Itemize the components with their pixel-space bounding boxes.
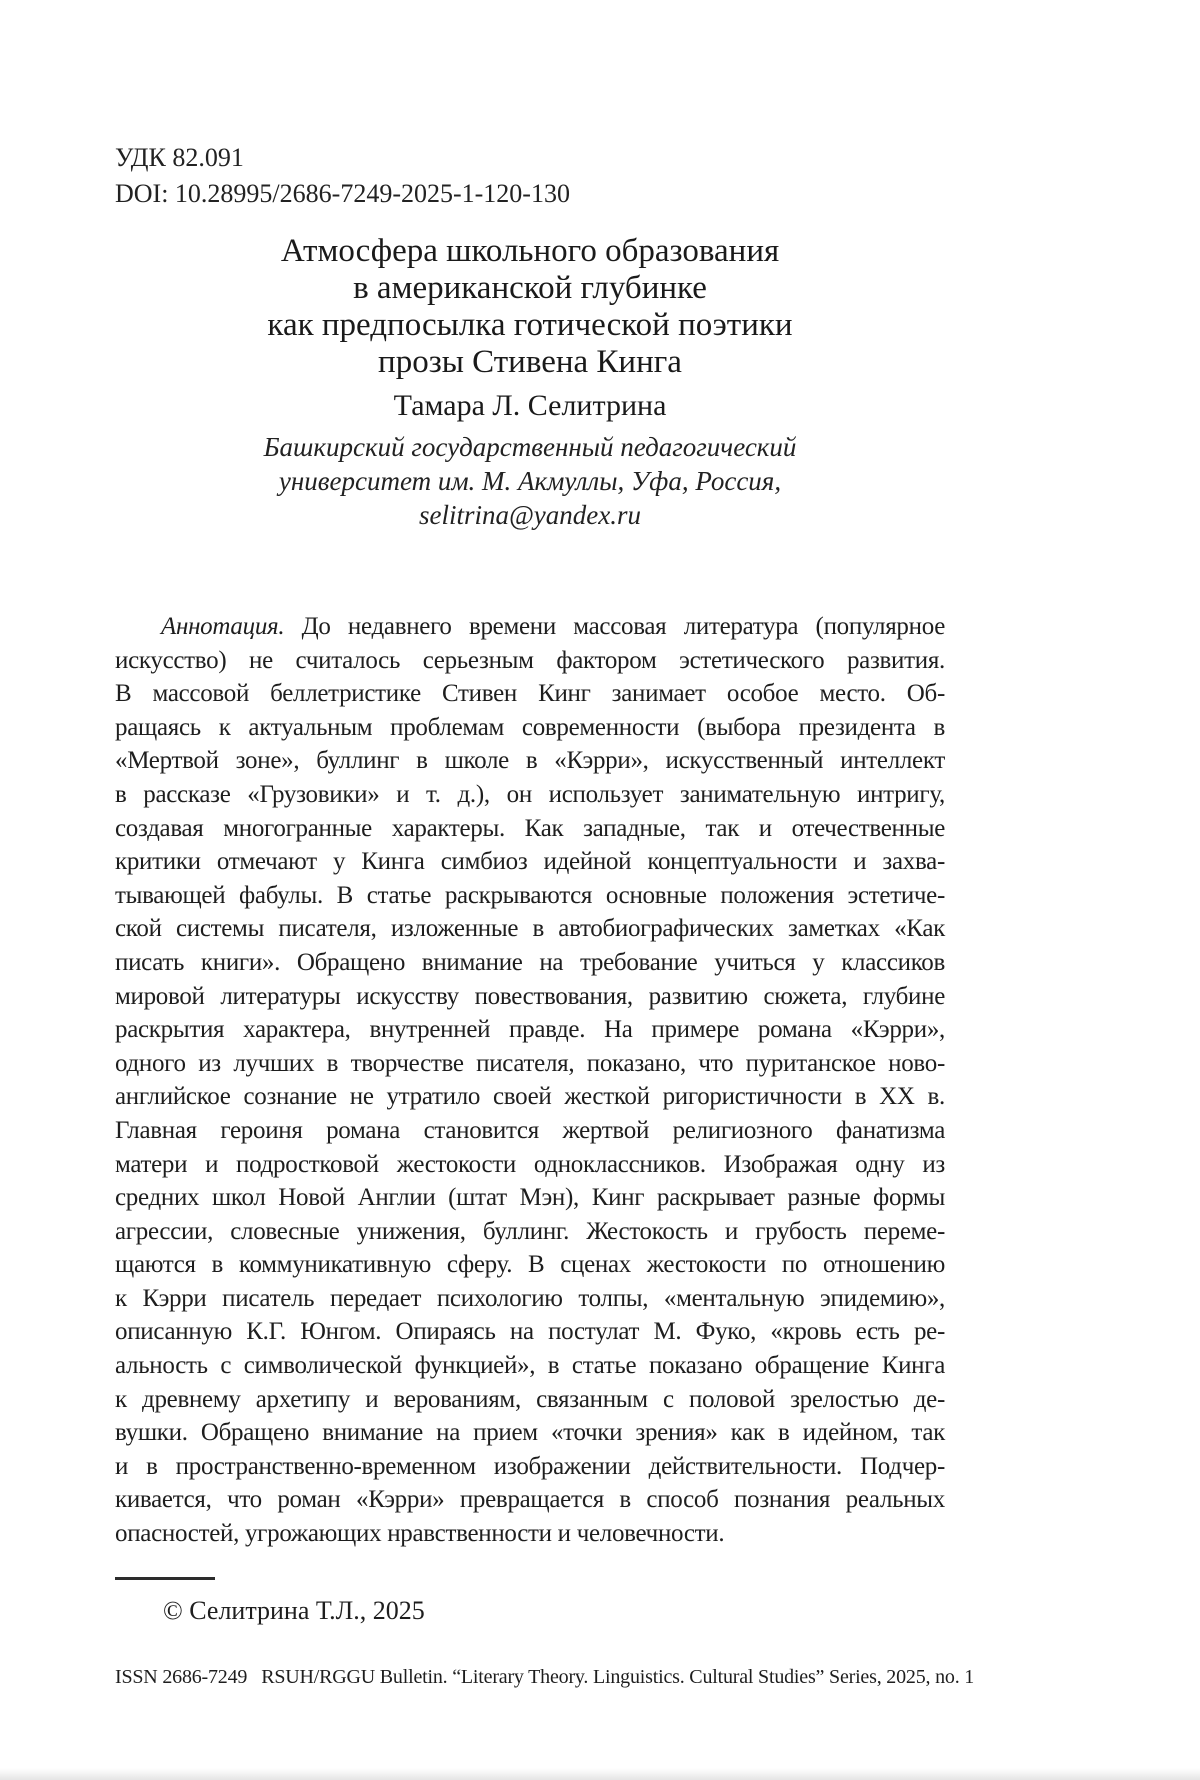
- title-line: прозы Стивена Кинга: [378, 344, 682, 380]
- abstract-line: ращаясь к актуальным проблемам современности (выбора президента в: [115, 713, 945, 741]
- affiliation-line: Башкирский государственный педагогический: [263, 432, 797, 462]
- abstract-line: матери и подростковой жестокости одноклассников. Изображая одну из: [115, 1150, 945, 1178]
- abstract-line: альность с символической функцией», в статье показано обращение Кинга: [115, 1352, 945, 1380]
- abstract-line: английское сознание не утратило своей жесткой ригористичности в XX в.: [115, 1083, 945, 1111]
- page-footer: [115, 1663, 1125, 1691]
- udc-doi-block: [115, 140, 945, 212]
- abstract-line: опасностей, угрожающих нравственности и человечности.: [115, 1520, 725, 1548]
- article-title: [115, 233, 945, 381]
- author-affiliation: [115, 430, 945, 532]
- abstract-line: тывающей фабулы. В статье раскрываются основные положения эстетиче-: [115, 881, 945, 909]
- abstract-line: Главная героиня романа становится жертвой религиозного фанатизма: [115, 1116, 945, 1144]
- abstract-line: создавая многогранные характеры. Как западные, так и отечественные: [115, 814, 945, 842]
- abstract-line: к древнему архетипу и верованиям, связанным с половой зрелостью де-: [115, 1385, 945, 1413]
- abstract-text: [115, 644, 945, 1551]
- abstract-line: описанную К.Г. Юнгом. Опираясь на постулат М. Фуко, «кровь есть ре-: [115, 1318, 945, 1346]
- abstract-line: средних школ Новой Англии (штат Мэн), Кинг раскрывает разные формы: [115, 1184, 945, 1212]
- footnote-rule: [115, 1577, 215, 1580]
- affiliation-line: университет им. М. Акмуллы, Уфа, Россия,: [278, 466, 782, 496]
- abstract-line: «Мертвой зоне», буллинг в школе в «Кэрри», искусственный интеллект: [115, 747, 945, 775]
- copyright-line: © Селитрина Т.Л., 2025: [163, 1595, 425, 1625]
- abstract-line: раскрытия характера, внутренней правде. На примере романа «Кэрри»,: [115, 1016, 945, 1044]
- abstract-line: мировой литературы искусству повествования, развитию сюжета, глубине: [115, 982, 945, 1010]
- page-content: [115, 140, 945, 1628]
- footer-issn: ISSN 2686-7249: [115, 1666, 248, 1688]
- abstract-line: искусство) не считалось серьезным фактором эстетического развития.: [115, 646, 945, 674]
- abstract-line: в рассказе «Грузовики» и т. д.), он использует занимательную интригу,: [115, 780, 945, 808]
- abstract-line: писать книги». Обращено внимание на требование учиться у классиков: [115, 948, 945, 976]
- title-line: как предпосылка готической поэтики: [267, 307, 793, 343]
- abstract-block: [115, 610, 945, 1551]
- abstract-line: к Кэрри писатель передает психологию толпы, «ментальную эпидемию»,: [115, 1284, 945, 1312]
- author-name: Тамара Л. Селитрина: [393, 389, 667, 422]
- title-line: Атмосфера школьного образования: [280, 233, 780, 269]
- abstract-label: Аннотация.: [161, 613, 285, 640]
- udc-line: УДК 82.091: [115, 143, 244, 172]
- title-line: в американской глубинке: [353, 270, 707, 306]
- abstract-line: и в пространственно-временном изображении действительности. Подчер-: [115, 1452, 945, 1480]
- abstract-line: В массовой беллетристике Стивен Кинг занимает особое место. Об-: [115, 680, 945, 708]
- abstract-line: одного из лучших в творчестве писателя, показано, что пуританское ново-: [115, 1049, 945, 1077]
- abstract-line: кивается, что роман «Кэрри» превращается в способ познания реальных: [115, 1486, 945, 1514]
- abstract-line: щаются в коммуникативную сферу. В сценах жестокости по отношению: [115, 1251, 945, 1279]
- abstract-line: агрессии, словесные унижения, буллинг. Жестокость и грубость переме-: [115, 1217, 945, 1245]
- abstract-first-line: [115, 610, 945, 644]
- abstract-first-line-text: До недавнего времени массовая литература (популярное: [284, 613, 945, 640]
- doi-line: DOI: 10.28995/2686-7249-2025-1-120-130: [115, 179, 570, 208]
- author-email: selitrina@yandex.ru: [418, 500, 642, 530]
- abstract-line: критики отмечают у Кинга симбиоз идейной концептуальности и захва-: [115, 848, 945, 876]
- abstract-line: ской системы писателя, изложенные в автобиографических заметках «Как: [115, 915, 945, 943]
- abstract-line: вушки. Обращено внимание на прием «точки зрения» как в идейном, так: [115, 1419, 945, 1447]
- footer-bulletin: RSUH/RGGU Bulletin. “Literary Theory. Linguistics. Cultural Studies” Series, 2025, no. 1: [261, 1666, 975, 1688]
